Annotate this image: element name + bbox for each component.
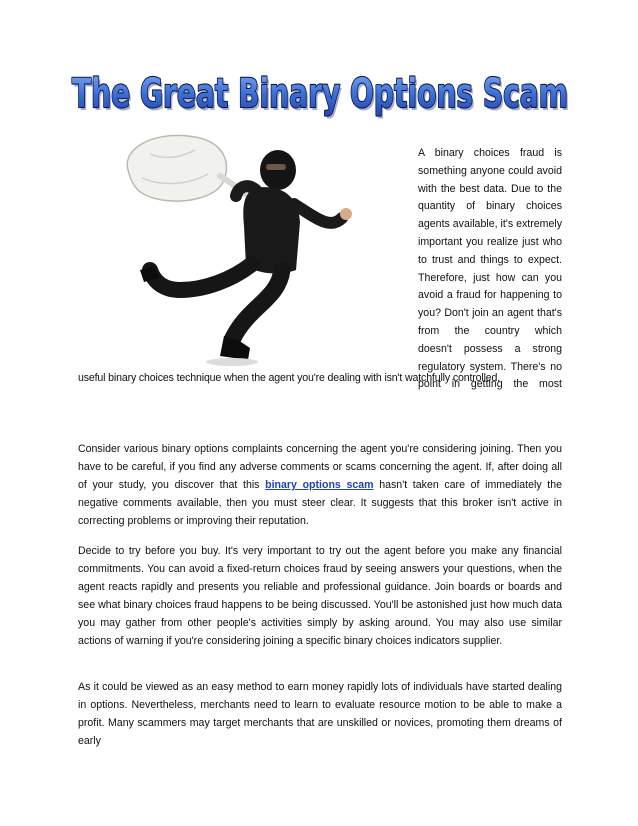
easy-money-paragraph: As it could be viewed as an easy method to earn money rapidly lots of individuals have started dealing in options. Nevertheless, merchants need to learn to evaluate resource motion to be able to make a profit. Many scammers may target merchants that are unskilled or novices, promoting them dreams of early: [78, 681, 562, 747]
title-shadow: The Great Binary Options Scam: [74, 74, 570, 120]
title-text: The Great Binary Options Scam: [72, 71, 568, 117]
page-title: [60, 60, 580, 122]
intro-line: you? Don't join an agent that's: [418, 307, 562, 320]
title-wordart: [60, 60, 580, 122]
intro-line: important you realize just who: [418, 235, 562, 248]
intro-paragraph-column: [418, 145, 562, 394]
complaints-paragraph: [78, 440, 562, 530]
running-thief-with-sack-icon: [120, 130, 390, 375]
intro-line: Therefore, just how can you: [418, 271, 562, 284]
paragraph-text: hasn't taken care of immediately the negative comments available, then you must steer clear. It suggests that this broker isn't active in correcting problems or improving their reputation.: [78, 479, 562, 527]
intro-line: avoid a fraud for happening to: [418, 289, 562, 302]
intro-line: point in getting the most: [418, 378, 562, 391]
paragraph-text: Consider various binary options complaints concerning the agent you're considering joining. Then you have to be careful, if you find any adverse comments or scams concerning the agent. If, after doing all of your study, you discover that this: [78, 443, 562, 491]
intro-line: agents available, it's extremely: [418, 218, 562, 231]
intro-paragraph-last-line: useful binary choices technique when the agent you're dealing with isn't watchfully controlled.: [78, 372, 501, 384]
intro-line: something anyone could avoid: [418, 164, 562, 177]
intro-line: to trust and things to expect.: [418, 253, 562, 266]
intro-line: doesn't possess a strong: [418, 342, 562, 355]
intro-line: quantity of binary choices: [418, 200, 562, 213]
intro-line: from the country which: [418, 324, 562, 337]
try-before-buy-paragraph: Decide to try before you buy. It's very important to try out the agent before you make any financial commitments. You can avoid a fixed-return choices fraud by seeing answers your questions, when the agent reacts rapidly and presents you reliable and professional guidance. Join boards or boards and see what binary choices fraud happens to be being discussed. You'll be astonished just how much data you may gather from other people's activities simply by asking around. You may also use similar actions of warning if you're considering joining a specific binary choices indicators supplier.: [78, 545, 562, 647]
binary-options-scam-link[interactable]: binary options scam: [265, 479, 374, 491]
intro-line: regulatory system. There's no: [418, 360, 562, 373]
intro-line: with the best data. Due to the: [418, 182, 562, 195]
intro-line: A binary choices fraud is: [418, 147, 562, 159]
